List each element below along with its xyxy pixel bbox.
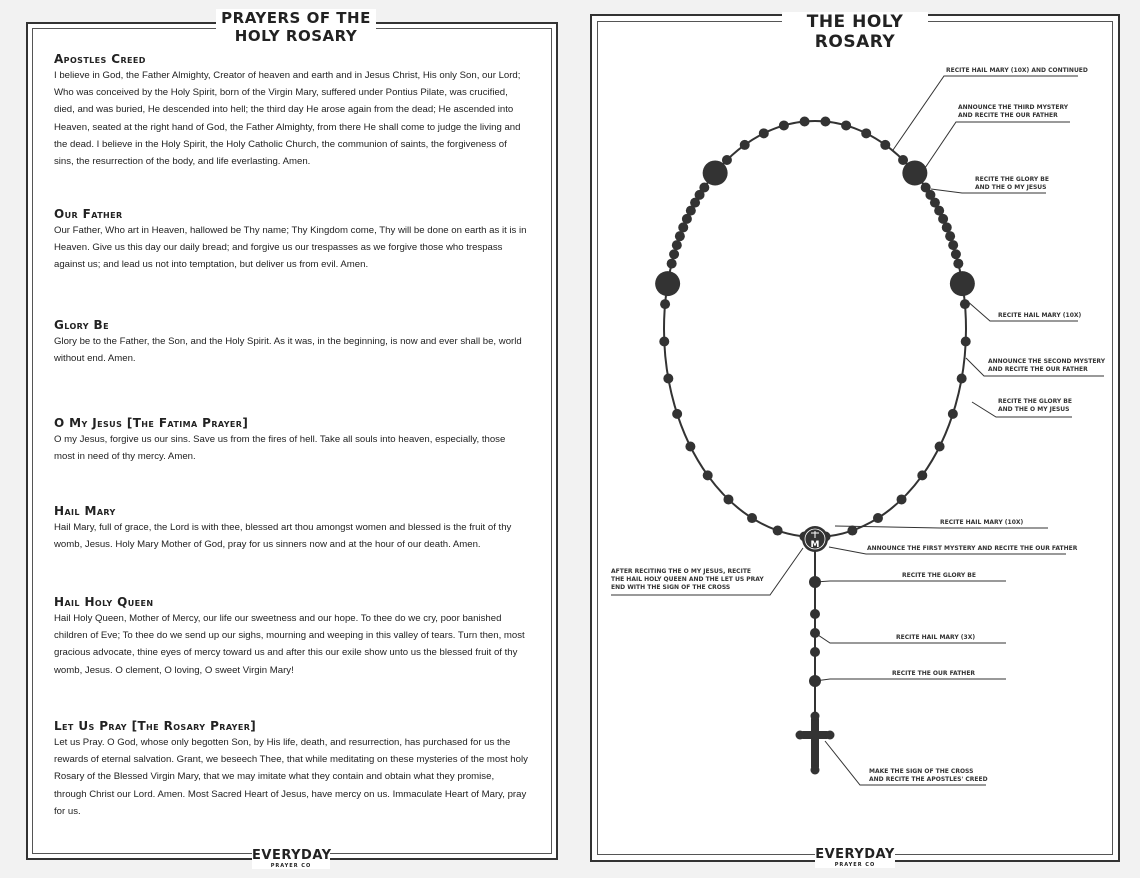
prayer-title: Hail Mary <box>54 504 116 518</box>
prayer-title: Let Us Pray [The Rosary Prayer] <box>54 719 257 733</box>
hail-mary-bead <box>880 140 890 150</box>
our-father-bead <box>902 160 927 185</box>
hail-mary-bead <box>678 222 688 232</box>
prayer-text: Glory be to the Father, the Son, and the Holy Spirit. As it was, in the beginning, is now and ever shall be, world without end. Amen. <box>54 336 522 365</box>
annotation-sign-of-cross: MAKE THE SIGN OF THE CROSS AND RECITE THE APOSTLES' CREED <box>869 768 988 783</box>
hail-mary-bead <box>953 259 963 269</box>
prayer-text: I believe in God, the Father Almighty, Creator of heaven and earth and in Jesus Christ, His only Son, our Lord; Who was conceived by the Holy Spirit, born of the Virgin Mary, suffered under Pontius Pilate, was crucified, died, and was buried, He descended into hell; the third day He arose again from the dead; He ascended into Heaven, seated at the right hand of God, the Father Almighty, from there He shall come to judge the living and the dead. I believe in the Holy Spirit, the Holy Catholic Church, the communion of saints, the forgiveness of sins, the resurrection of the body, and life everlasting. Amen. <box>54 70 521 168</box>
hail-mary-bead <box>740 140 750 150</box>
hail-mary-bead <box>935 442 945 452</box>
prayer-text: O my Jesus, forgive us our sins. Save us from the fires of hell. Take all souls into heaven, especially, those most in need of thy mercy. Amen. <box>54 434 506 463</box>
annotation-second-mystery: ANNOUNCE THE SECOND MYSTERY AND RECITE THE OUR FATHER <box>988 358 1106 373</box>
hail-mary-bead <box>873 513 883 523</box>
prayer-text: Hail Holy Queen, Mother of Mercy, our life our sweetness and our hope. To thee do we cry, poor banished children of Eve; To thee do we send up our sighs, mourning and weeping in this valley of tears. Turn then, most gracious advocate, thine eyes of mercy toward us and after this our exile show unto us the blessed fruit of thy womb, Jesus. O clement, O loving, O sweet Virgin Mary! <box>54 613 525 676</box>
annotation-hm10-continued: RECITE HAIL MARY (10X) AND CONTINUED <box>946 67 1088 74</box>
hail-mary-bead <box>672 240 682 250</box>
hail-mary-bead <box>861 128 871 138</box>
annotation-glory-be-top: RECITE THE GLORY BE AND THE O MY JESUS <box>975 176 1049 191</box>
prayer-title: Apostles Creed <box>54 52 146 66</box>
hail-mary-bead <box>942 222 952 232</box>
hail-mary-bead <box>898 155 908 165</box>
annotation-glory-be-low: RECITE THE GLORY BE <box>902 572 976 579</box>
hail-mary-bead <box>759 128 769 138</box>
our-father-bead <box>950 271 975 296</box>
prayer-text: Our Father, Who art in Heaven, hallowed be Thy name; Thy Kingdom come, Thy will be done on earth as it is in Heaven. Give us this day our daily bread; and forgive us our trespasses as we forgive those who trespass against us; and lead us not into temptation, but deliver us from evil. Amen. <box>54 225 527 271</box>
annotation-leader-line <box>815 581 1006 582</box>
annotation-hm10-low: RECITE HAIL MARY (10X) <box>940 519 1024 526</box>
brand-name: EVERYDAY <box>815 847 895 862</box>
hail-mary-bead <box>921 182 931 192</box>
brand-sub: PRAYER CO <box>834 862 876 868</box>
hail-mary-bead <box>667 259 677 269</box>
left-page-title: PRAYERS OF THE HOLY ROSARY <box>216 9 376 45</box>
brand-sub: PRAYER CO <box>270 863 312 869</box>
hail-mary-bead <box>961 337 971 347</box>
hail-mary-bead <box>960 299 970 309</box>
hail-mary-bead <box>841 120 851 130</box>
crucifix-icon <box>796 712 835 775</box>
prayer-title: Glory Be <box>54 318 109 332</box>
hail-mary-bead <box>685 442 695 452</box>
prayer-title: Our Father <box>54 207 123 221</box>
annotation-leader-line <box>925 122 1070 168</box>
hail-mary-bead <box>660 299 670 309</box>
hail-mary-bead <box>945 231 955 241</box>
hail-mary-bead <box>917 470 927 480</box>
pendant-bead <box>810 628 820 638</box>
hail-mary-bead <box>682 214 692 224</box>
hail-mary-bead <box>703 470 713 480</box>
hail-mary-bead <box>723 494 733 504</box>
our-father-bead <box>703 160 728 185</box>
medal-monogram: M <box>810 540 820 550</box>
annotation-after-o-my-jesus: AFTER RECITING THE O MY JESUS, RECITE THE HAIL HOLY QUEEN AND THE LET US PRAY END WITH THE SIGN OF THE CROSS <box>611 568 764 591</box>
hail-mary-bead <box>948 240 958 250</box>
hail-mary-bead <box>659 337 669 347</box>
hail-mary-bead <box>800 116 810 126</box>
prayer-title: O My Jesus [The Fatima Prayer] <box>54 416 249 430</box>
prayer-text: Hail Mary, full of grace, the Lord is with thee, blessed art thou amongst women and blessed is the fruit of thy womb, Jesus. Holy Mary Mother of God, pray for us sinners now and at the hour of our death. Amen. <box>54 522 512 551</box>
hail-mary-bead <box>897 494 907 504</box>
hail-mary-bead <box>779 120 789 130</box>
annotation-leader-line <box>815 679 1006 681</box>
our-father-bead <box>655 271 680 296</box>
hail-mary-bead <box>951 249 961 259</box>
hail-mary-bead <box>663 373 673 383</box>
pendant-bead <box>809 675 821 687</box>
hail-mary-bead <box>773 526 783 536</box>
prayer-title: Hail Holy Queen <box>54 595 154 609</box>
annotation-hm3: RECITE HAIL MARY (3X) <box>896 634 976 641</box>
annotation-first-mystery: ANNOUNCE THE FIRST MYSTERY AND RECITE THE OUR FATHER <box>867 545 1078 552</box>
hail-mary-bead <box>820 116 830 126</box>
pendant-bead <box>810 609 820 619</box>
right-page-title: THE HOLY ROSARY <box>782 12 928 52</box>
hail-mary-bead <box>948 409 958 419</box>
annotation-our-father-low: RECITE THE OUR FATHER <box>892 670 976 677</box>
hail-mary-bead <box>669 249 679 259</box>
hail-mary-bead <box>722 155 732 165</box>
pendant-bead <box>809 576 821 588</box>
hail-mary-bead <box>747 513 757 523</box>
annotation-third-mystery: ANNOUNCE THE THIRD MYSTERY AND RECITE THE OUR FATHER <box>958 104 1069 119</box>
pendant-bead <box>810 647 820 657</box>
right-footer-logo <box>815 848 895 868</box>
brand-name: EVERYDAY <box>252 848 332 863</box>
hail-mary-bead <box>675 231 685 241</box>
hail-mary-bead <box>847 526 857 536</box>
prayer-text: Let us Pray. O God, whose only begotten Son, by His life, death, and resurrection, has purchased for us the rewards of eternal salvation. Grant, we beseech Thee, that while meditating on these mysteries of the most holy Rosary of the Blessed Virgin Mary, that we may imitate what they contain and obtain what they promise, through Christ our Lord. Amen. Most Sacred Heart of Jesus, have mercy on us. Immaculate Heart of Mary, pray for us. <box>54 737 528 817</box>
hail-mary-bead <box>957 373 967 383</box>
annotation-hm10-mid: RECITE HAIL MARY (10X) <box>998 312 1082 319</box>
annotation-glory-be-mid: RECITE THE GLORY BE AND THE O MY JESUS <box>998 398 1072 413</box>
hail-mary-bead <box>672 409 682 419</box>
miraculous-medal-icon <box>802 526 828 552</box>
